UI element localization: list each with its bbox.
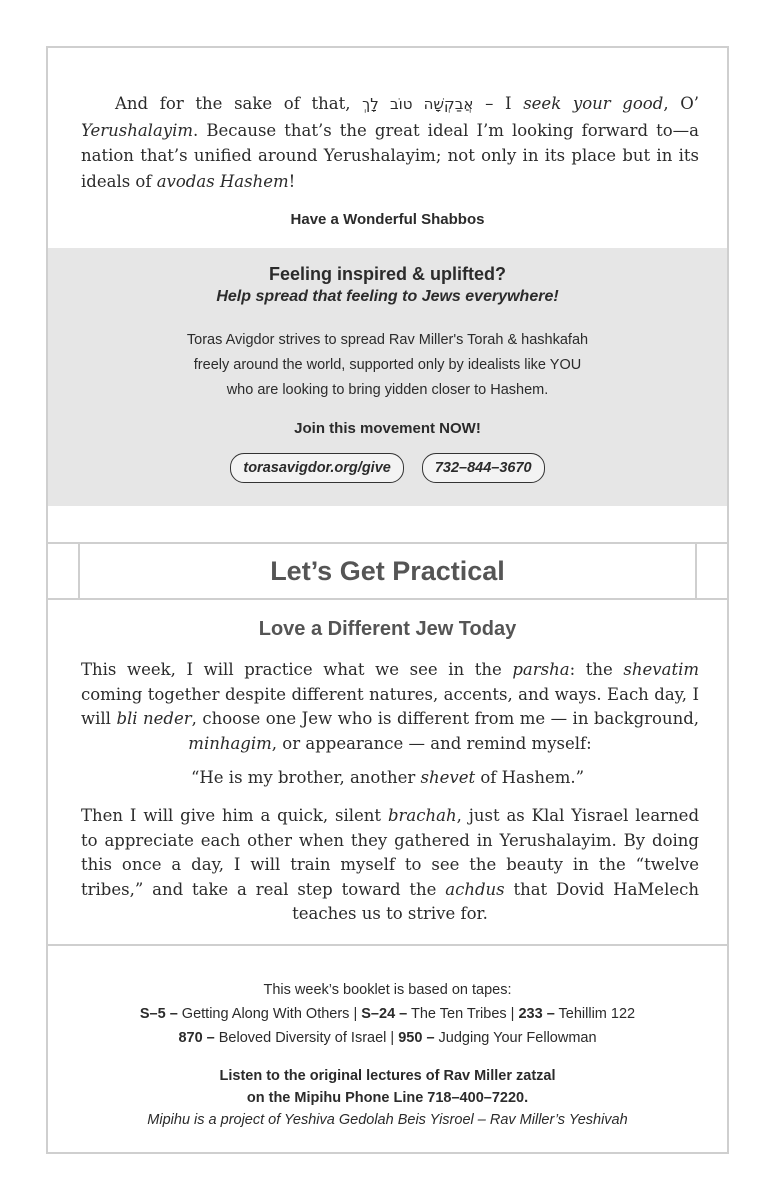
practice-text: This week, I will practice what we see in the bbox=[81, 660, 513, 679]
donation-box bbox=[48, 248, 727, 506]
listen-info bbox=[48, 1065, 727, 1131]
brother-quote bbox=[48, 766, 727, 790]
donate-phone[interactable]: 732–844–3670 bbox=[422, 453, 545, 483]
practice-italic: brachah bbox=[387, 806, 457, 825]
intro-italic: seek your good bbox=[523, 94, 664, 113]
practice-text: , or appearance — and remind myself: bbox=[271, 733, 592, 753]
practice-text: : the bbox=[569, 660, 624, 679]
quote-italic: shevet bbox=[420, 768, 476, 787]
practice-italic: minhagim bbox=[188, 733, 272, 753]
section-divider bbox=[48, 598, 727, 600]
practice-paragraph-2 bbox=[81, 804, 699, 927]
practice-italic: achdus bbox=[445, 879, 505, 899]
quote-text: of Hashem.” bbox=[475, 768, 585, 787]
donation-line: freely around the world, supported only by idealists like YOU bbox=[193, 357, 582, 373]
donation-description bbox=[48, 328, 727, 403]
shabbos-greeting: Have a Wonderful Shabbos bbox=[290, 211, 485, 228]
practice-text: , just as Klal Yisrael learned to appreciate each other when they gathered in Yerushalayim. By doing this once a day, I will train myself to see the beauty in the “twelve tribes,” and take a real step toward the bbox=[81, 806, 700, 899]
intro-text: . Because that’s the great ideal I’m looking forward to—a nation that’s unified around Yerushalayim; not only in its place but in its ideals of bbox=[81, 120, 699, 191]
tape-name: Getting Along With Others | bbox=[177, 1006, 362, 1022]
quote-text: “He is my brother, another bbox=[190, 768, 421, 787]
tape-code: 233 – bbox=[518, 1006, 555, 1022]
donation-heading: Feeling inspired & uplifted? bbox=[268, 264, 506, 284]
tape-name: Judging Your Fellowman bbox=[434, 1030, 597, 1046]
tapes-line-2 bbox=[48, 1026, 727, 1050]
intro-text: , O’ bbox=[663, 94, 700, 113]
donation-links bbox=[48, 453, 727, 483]
mipihu-credit: Mipihu is a project of Yeshiva Gedolah Beis Yisroel – Rav Miller’s Yeshivah bbox=[147, 1112, 628, 1128]
intro-paragraph bbox=[81, 91, 699, 194]
tape-code: S–24 – bbox=[361, 1006, 408, 1022]
tapes-list bbox=[48, 978, 727, 1050]
join-movement: Join this movement NOW! bbox=[294, 420, 481, 437]
tape-code: 870 – bbox=[178, 1030, 215, 1046]
donation-subheading: Help spread that feeling to Jews everywhere! bbox=[216, 288, 559, 305]
tape-code: S–5 – bbox=[139, 1006, 178, 1022]
tape-code: 950 – bbox=[398, 1030, 435, 1046]
phone-line: on the Mipihu Phone Line 718–400–7220. bbox=[246, 1090, 529, 1106]
intro-text: ! bbox=[288, 171, 296, 191]
donation-line: who are looking to bring yidden closer to Hashem. bbox=[226, 382, 549, 398]
practice-italic: parsha bbox=[512, 660, 570, 679]
donate-link[interactable]: torasavigdor.org/give bbox=[230, 453, 403, 483]
practice-italic: bli neder bbox=[116, 709, 192, 728]
intro-text: And for the sake of that, bbox=[115, 94, 363, 113]
practical-subtitle: Love a Different Jew Today bbox=[258, 618, 517, 640]
tape-name: The Ten Tribes | bbox=[407, 1006, 519, 1022]
tape-name: Tehillim 122 bbox=[554, 1006, 636, 1022]
practice-text: coming together despite different natures, accents, and ways. Each day, I will bbox=[81, 684, 699, 728]
practical-title: Let’s Get Practical bbox=[270, 556, 505, 586]
tape-name: Beloved Diversity of Israel | bbox=[214, 1030, 399, 1046]
hebrew-quote: אֲבַקְשָׁה טוֹב לָךְ bbox=[362, 95, 474, 113]
section-divider bbox=[48, 944, 727, 946]
intro-text: – I bbox=[473, 94, 524, 113]
practice-text: that Dovid HaMelech teaches us to strive for. bbox=[292, 879, 699, 923]
practice-text: , choose one Jew who is different from me — in background, bbox=[191, 709, 700, 728]
listen-line: Listen to the original lectures of Rav Miller zatzal bbox=[219, 1068, 556, 1084]
tapes-intro: This week’s booklet is based on tapes: bbox=[263, 982, 512, 998]
practice-italic: shevatim bbox=[623, 660, 699, 679]
practice-text: Then I will give him a quick, silent bbox=[81, 806, 388, 825]
tapes-line-1 bbox=[48, 1002, 727, 1026]
donation-line: Toras Avigdor strives to spread Rav Miller's Torah & hashkafah bbox=[186, 332, 589, 348]
intro-italic: Yerushalayim bbox=[81, 120, 194, 140]
page-frame bbox=[46, 46, 729, 1154]
intro-italic: avodas Hashem bbox=[156, 171, 289, 191]
practice-paragraph bbox=[81, 658, 699, 756]
